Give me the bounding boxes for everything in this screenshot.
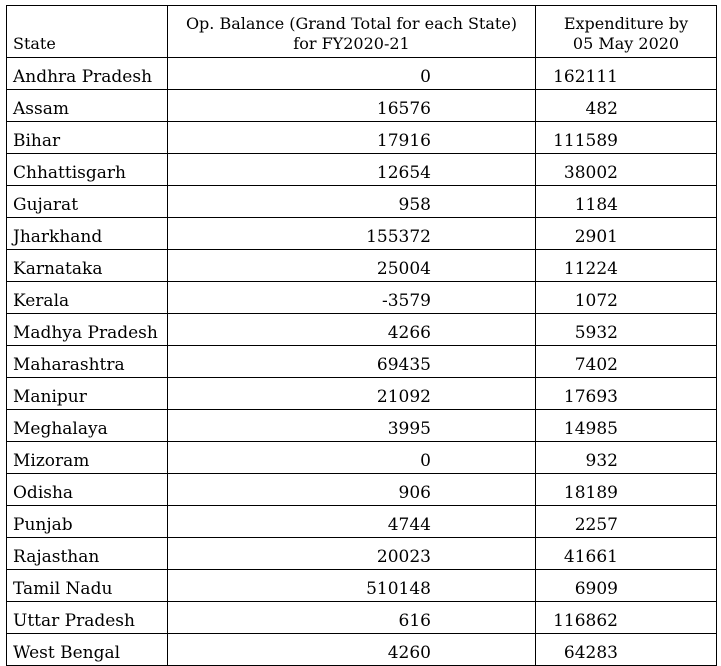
expenditure-value: 482 (585, 99, 618, 119)
state-expenditure-table (6, 5, 717, 666)
table-row (7, 474, 717, 506)
expenditure-cell (536, 634, 717, 666)
table-row (7, 314, 717, 346)
header-balance (168, 6, 536, 58)
expenditure-value: 2257 (574, 515, 618, 535)
expenditure-cell (536, 186, 717, 218)
expenditure-cell (536, 474, 717, 506)
opening-balance-cell: 958 (168, 186, 536, 218)
state-name-cell: Karnataka (7, 250, 168, 282)
state-name-cell: Chhattisgarh (7, 154, 168, 186)
header-expenditure-line2: 05 May 2020 (572, 34, 680, 53)
expenditure-value: 41661 (563, 547, 618, 567)
expenditure-value: 5932 (574, 323, 618, 343)
opening-balance-cell: 20023 (168, 538, 536, 570)
expenditure-value: 14985 (563, 419, 618, 439)
expenditure-cell (536, 410, 717, 442)
table-row (7, 570, 717, 602)
expenditure-cell (536, 442, 717, 474)
expenditure-cell (536, 506, 717, 538)
table-row (7, 506, 717, 538)
expenditure-value: 932 (585, 451, 618, 471)
state-name-cell: Jharkhand (7, 218, 168, 250)
table-row (7, 90, 717, 122)
state-name-cell: Gujarat (7, 186, 168, 218)
table-row (7, 218, 717, 250)
table-row (7, 346, 717, 378)
state-name-cell: Kerala (7, 282, 168, 314)
expenditure-cell (536, 122, 717, 154)
opening-balance-cell: 155372 (168, 218, 536, 250)
header-expenditure (536, 6, 717, 58)
opening-balance-cell: 0 (168, 58, 536, 90)
state-name-cell: Manipur (7, 378, 168, 410)
table-row (7, 442, 717, 474)
expenditure-value: 1184 (574, 195, 618, 215)
expenditure-value: 38002 (563, 163, 618, 183)
expenditure-cell (536, 314, 717, 346)
state-name-cell: Mizoram (7, 442, 168, 474)
table-row (7, 154, 717, 186)
state-name-cell: Andhra Pradesh (7, 58, 168, 90)
expenditure-cell (536, 218, 717, 250)
table-row (7, 250, 717, 282)
opening-balance-cell: 3995 (168, 410, 536, 442)
header-state: State (7, 6, 168, 58)
table-row (7, 634, 717, 666)
expenditure-cell (536, 90, 717, 122)
state-name-cell: Maharashtra (7, 346, 168, 378)
opening-balance-cell: 510148 (168, 570, 536, 602)
opening-balance-cell: 4260 (168, 634, 536, 666)
opening-balance-cell: 17916 (168, 122, 536, 154)
expenditure-value: 18189 (563, 483, 618, 503)
expenditure-cell (536, 154, 717, 186)
table-row (7, 378, 717, 410)
opening-balance-cell: 21092 (168, 378, 536, 410)
table-row (7, 410, 717, 442)
state-name-cell: Punjab (7, 506, 168, 538)
state-name-cell: Tamil Nadu (7, 570, 168, 602)
expenditure-value: 116862 (553, 611, 618, 631)
table-row (7, 186, 717, 218)
state-name-cell: Assam (7, 90, 168, 122)
expenditure-value: 162111 (553, 67, 618, 87)
expenditure-cell (536, 346, 717, 378)
expenditure-value: 1072 (574, 291, 618, 311)
opening-balance-cell: 12654 (168, 154, 536, 186)
opening-balance-cell: 25004 (168, 250, 536, 282)
expenditure-cell (536, 282, 717, 314)
state-name-cell: Rajasthan (7, 538, 168, 570)
opening-balance-cell: 0 (168, 442, 536, 474)
expenditure-cell (536, 570, 717, 602)
opening-balance-cell: 906 (168, 474, 536, 506)
opening-balance-cell: 69435 (168, 346, 536, 378)
state-name-cell: Bihar (7, 122, 168, 154)
state-name-cell: Meghalaya (7, 410, 168, 442)
opening-balance-cell: 16576 (168, 90, 536, 122)
header-balance-line1: Op. Balance (Grand Total for each State) (185, 14, 518, 33)
expenditure-value: 6909 (574, 579, 618, 599)
opening-balance-cell: 4266 (168, 314, 536, 346)
expenditure-cell (536, 538, 717, 570)
table-row (7, 602, 717, 634)
state-name-cell: Uttar Pradesh (7, 602, 168, 634)
expenditure-cell (536, 58, 717, 90)
state-name-cell: West Bengal (7, 634, 168, 666)
state-name-cell: Odisha (7, 474, 168, 506)
header-expenditure-line1: Expenditure by (563, 14, 689, 33)
expenditure-value: 2901 (574, 227, 618, 247)
table-row (7, 282, 717, 314)
table-row (7, 122, 717, 154)
expenditure-value: 17693 (563, 387, 618, 407)
header-balance-line2: for FY2020-21 (293, 34, 410, 53)
expenditure-cell (536, 250, 717, 282)
header-row (7, 6, 717, 58)
expenditure-value: 11224 (563, 259, 618, 279)
opening-balance-cell: 4744 (168, 506, 536, 538)
table-row (7, 58, 717, 90)
expenditure-value: 7402 (574, 355, 618, 375)
expenditure-value: 111589 (553, 131, 618, 151)
table-row (7, 538, 717, 570)
opening-balance-cell: 616 (168, 602, 536, 634)
opening-balance-cell: -3579 (168, 282, 536, 314)
state-name-cell: Madhya Pradesh (7, 314, 168, 346)
table-body (7, 58, 717, 666)
expenditure-value: 64283 (563, 643, 618, 663)
expenditure-cell (536, 602, 717, 634)
expenditure-cell (536, 378, 717, 410)
